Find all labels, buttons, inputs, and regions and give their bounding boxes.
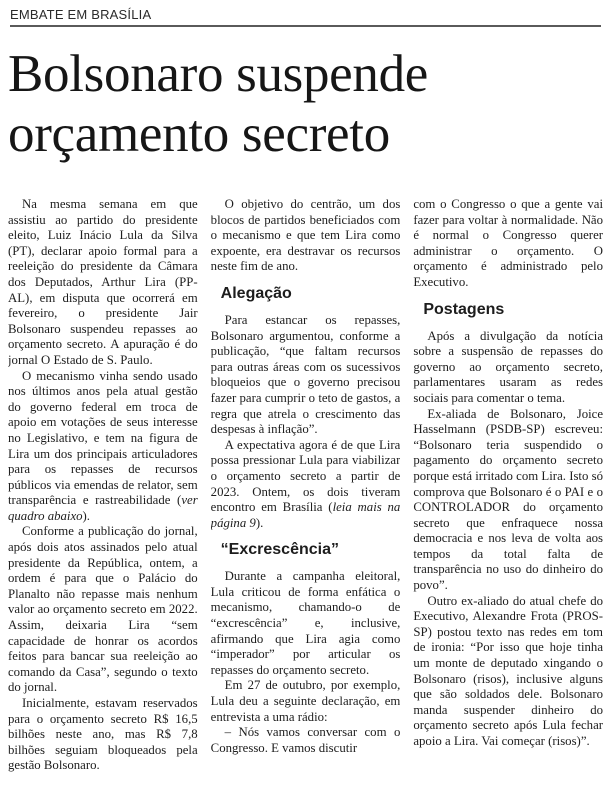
paragraph-emphasis: leia mais na página 9: [210, 500, 401, 530]
paragraph-text: O mecanismo vinha sendo usado nos últimos anos pela atual gestão do governo federal em troca de apoio em votações de seus interesse no Legislativo, e tem na figura de Lira um dos principais articuladores para os repasses de recursos públicos via emendas de relator, sem transparência e rastreabilidade (: [8, 368, 198, 508]
article-body: [8, 197, 603, 797]
paragraph: Conforme a publicação do jornal, após dois atos assinados pelo atual presidente da República, ontem, a ordem é para que o Palácio do Planalto não repasse mais nenhum valor ao orçamento secreto em 2022. Assim, deixaria Lira “sem capacidade de honrar os acordos feitos para bancar sua reeleição ao comando da Casa”, segundo o texto do jornal.: [8, 524, 198, 695]
paragraph: Ex-aliada de Bolsonaro, Joice Hasselmann (PSDB-SP) escreveu: “Bolsonaro teria suspendido o pagamento do orçamento secreto porque está irritado com Lira. Isto só comprova que Bolsonaro é o PAI e o CONTROLADOR do orçamento secreto que enfraquece nossa democracia e nos leva de volta aos tempos da total falta de transparência no uso do dinheiro do povo”.: [413, 406, 604, 593]
paragraph: Para estancar os repasses, Bolsonaro argumentou, conforme a publicação, “que faltam recursos para outras áreas com os sucessivos bloqueios que o governo precisou fazer para cumprir o teto de gastos, a regra que atrela o crescimento das despesas à inflação”.: [210, 312, 401, 437]
section-kicker: EMBATE EM BRASÍLIA: [10, 7, 152, 22]
paragraph-text: ).: [82, 508, 90, 523]
paragraph: [8, 369, 198, 525]
headline: [8, 44, 603, 164]
subheading: Alegação: [220, 284, 292, 302]
article-column-1: [8, 197, 198, 797]
paragraph: Inicialmente, estavam reservados para o orçamento secreto R$ 16,5 bilhões neste ano, mas R$ 7,8 bilhões seguiam bloqueados pela gestão Bolsonaro.: [8, 696, 198, 773]
headline-line-2: orçamento secreto: [8, 105, 390, 163]
paragraph: – Nós vamos conversar com o Congresso. E vamos discutir: [210, 725, 401, 755]
paragraph: O objetivo do centrão, um dos blocos de partidos beneficiados com o mecanismo e que tem Lira como expoente, era destravar os recursos neste fim de ano.: [210, 197, 401, 274]
paragraph-text: ).: [255, 515, 264, 530]
section-header: [10, 6, 601, 27]
subheading: Postagens: [423, 300, 505, 318]
paragraph: com o Congresso o que a gente vai fazer para voltar à normalidade. Não é normal o Congresso querer administrar o orçamento. O orçamento é administrado pelo Executivo.: [413, 197, 604, 289]
paragraph: Durante a campanha eleitoral, Lula criticou de forma enfática o mecanismo, chamando-o de “excrescência” e, inclusive, afirmando que Lira agia como “imperador” por articular os repasses do orçamento secreto.: [210, 569, 401, 677]
subheading: “Excrescência”: [220, 541, 339, 559]
paragraph: Após a divulgação da notícia sobre a suspensão de repasses do governo ao orçamento secreto, parlamentares usaram as redes sociais para comentar o tema.: [413, 328, 604, 405]
paragraph: [211, 438, 401, 532]
article-column-2: [211, 197, 401, 797]
paragraph: Na mesma semana em que assistiu ao partido do presidente eleito, Luiz Inácio Lula da Silva (PT), declarar apoio formal para a reeleição do presidente da Câmara dos Deputados, Arthur Lira (PP-AL), em disputa que ocorrerá em fevereiro, o presidente Jair Bolsonaro suspendeu repasses ao orçamento secreto. A apuração é do jornal O Estado de S. Paulo.: [8, 197, 198, 367]
headline-line-1: Bolsonaro suspende: [8, 45, 429, 103]
article-column-3: [413, 197, 603, 797]
paragraph-emphasis: ver quadro abaixo: [8, 493, 198, 523]
paragraph: Em 27 de outubro, por exemplo, Lula deu a seguinte declaração, em entrevista a uma rádio:: [210, 678, 401, 724]
paragraph: Outro ex-aliado do atual chefe do Executivo, Alexandre Frota (PROS-SP) postou texto nas redes em tom de ironia: “Por isso que hoje tinha um monte de deputado xingando o Bolsonaro (risos), inclusive alguns que são soldados dele. Bolsonaro manda suspender dinheiro do orçamento secreto após Lula fechar apoio a Lira. Vai começar (risos)”.: [413, 593, 604, 748]
paragraph-text: A expectativa agora é de que Lira possa pressionar Lula para viabilizar o orçamento secreto a partir de 2023. Ontem, os dois tiveram encontro em Brasília (: [210, 437, 401, 515]
section-divider: [10, 25, 601, 27]
